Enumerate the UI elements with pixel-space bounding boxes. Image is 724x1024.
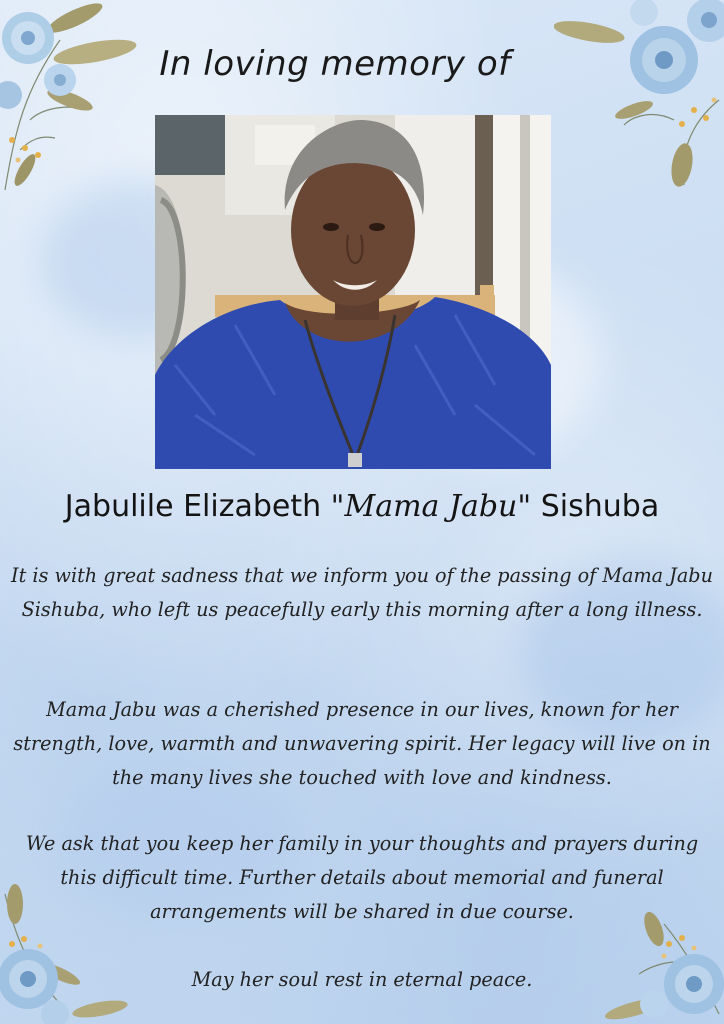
floral-bouquet-icon (554, 0, 724, 190)
announcement-paragraph: It is with great sadness that we inform you of the passing of Mama Jabu Sishuba, who left us peacefully early this morning after a long illness. (11, 564, 713, 621)
request-paragraph: We ask that you keep her family in your thoughts and prayers during this difficult time. Further details about memorial and funeral arrangements will be shared in due course. (25, 832, 699, 923)
nickname: "Mama Jabu" (330, 489, 532, 524)
first-names: Jabulile Elizabeth (64, 489, 322, 524)
memorial-heading: In loving memory of (159, 44, 511, 84)
floral-bouquet-icon (0, 0, 150, 200)
surname: Sishuba (540, 489, 660, 524)
tribute-paragraph: Mama Jabu was a cherished presence in our lives, known for her strength, love, warmth and unwavering spirit. Her legacy will live on in the many lives she touched with love and kindness. (13, 698, 711, 789)
deceased-name (0, 489, 724, 524)
closing-line: May her soul rest in eternal peace. (191, 968, 533, 991)
portrait-photo (155, 115, 551, 469)
